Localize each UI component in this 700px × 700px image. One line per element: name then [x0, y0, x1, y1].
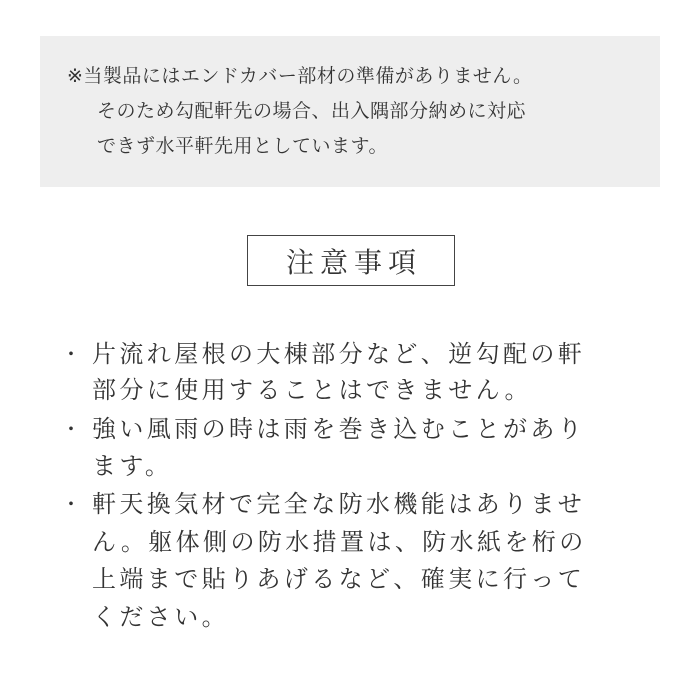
bullet-dot: ・: [61, 342, 81, 366]
notice-line: ※当製品にはエンドカバー部材の準備がありません。: [67, 65, 533, 87]
caution-item-line: 上端まで貼りあげるなど、確実に行って: [92, 565, 586, 593]
bullet-dot: ・: [61, 492, 81, 516]
bullet-dot: ・: [61, 417, 81, 441]
notice-box: [40, 36, 660, 187]
caution-item-line: 軒天換気材で完全な防水機能はありませ: [92, 490, 586, 518]
caution-item-line: 部分に使用することはできません。: [92, 376, 532, 404]
caution-title-box: [247, 235, 455, 286]
caution-item-line: ん。躯体側の防水措置は、防水紙を桁の: [92, 528, 587, 556]
caution-item-line: ます。: [92, 452, 173, 480]
caution-item-line: 強い風雨の時は雨を巻き込むことがあり: [92, 415, 586, 443]
caution-title: 注意事項: [285, 245, 422, 279]
notice-line: できず水平軒先用としています。: [97, 135, 388, 157]
caution-item-line: 片流れ屋根の大棟部分など、逆勾配の軒: [92, 340, 586, 368]
caution-item-line: ください。: [92, 603, 229, 631]
notice-line: そのため勾配軒先の場合、出入隅部分納めに対応: [97, 100, 527, 122]
